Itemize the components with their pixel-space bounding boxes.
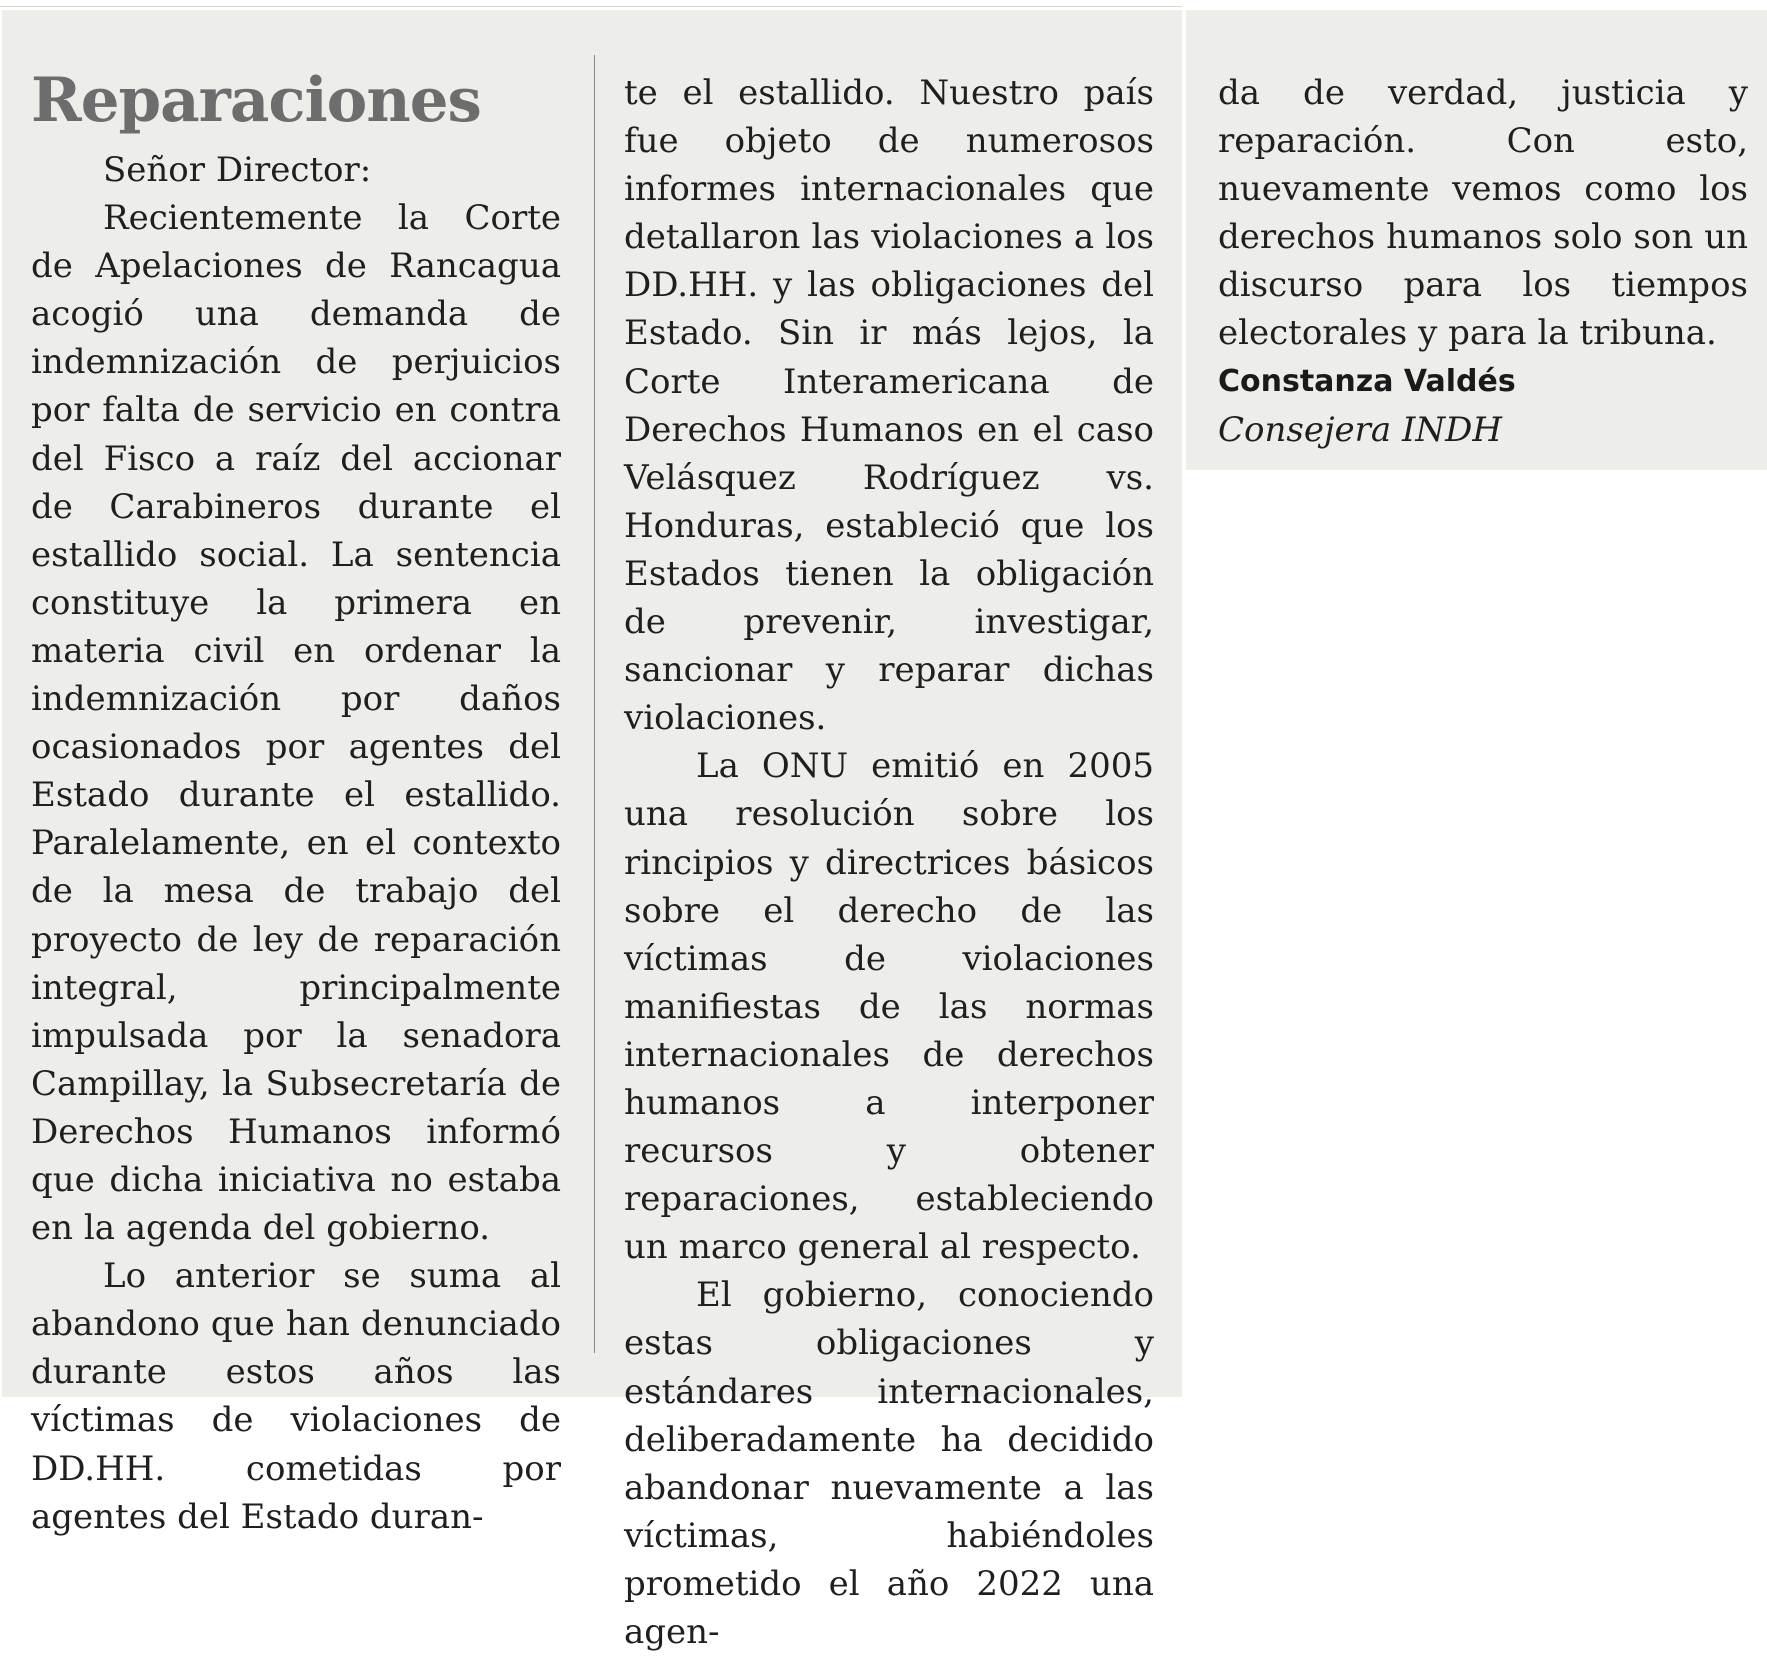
salutation: Señor Director: [103, 150, 372, 190]
paragraph-2: Lo anterior se suma al abandono que han denunciado durante estos años las víctimas de violaciones de DD.HH. cometidas por agentes del Estado duran- [31, 1256, 561, 1537]
column-divider [594, 55, 595, 1353]
paragraph-1: Recientemente la Corte de Apelaciones de Rancagua acogió una demanda de indemnización de perjuicios por falta de servicio en contra del Fisco a raíz del accionar de Carabineros durante el estallido social. La sentencia constituye la primera en materia civil en ordenar la indemnización por daños ocasionados por agentes del Estado durante el estallido. Paralelamente, en el contexto de la mesa de trabajo del proyecto de ley de reparación integral, principalmente impulsada por la senadora Campillay, la Subsecretaría de Derechos Humanos informó que dicha iniciativa no estaba en la agenda del gobierno. [31, 198, 561, 1249]
headline: Reparaciones [31, 65, 481, 136]
column-3 [1218, 69, 1748, 454]
column-2 [624, 69, 1154, 1656]
top-rule [0, 6, 1182, 7]
column-1 [31, 64, 561, 1541]
paragraph-3: La ONU emitió en 2005 una resolución sobre los rincipios y directrices básicos sobre el derecho de las víctimas de violaciones manifiestas de las normas internacionales de derechos humanos a interponer recursos y obtener reparaciones, estableciendo un marco general al respecto. [624, 746, 1154, 1268]
author-role: Consejera INDH [1218, 409, 1503, 450]
author-name: Constanza Valdés [1218, 363, 1516, 399]
paragraph-4-continued: da de verdad, justicia y reparación. Con esto, nuevamente vemos como los derechos humanos solo son un discurso para los tiempos electorales y para la tribuna. [1218, 73, 1748, 354]
paragraph-2-continued: te el estallido. Nuestro país fue objeto de numerosos informes internacionales que detallaron las violaciones a los DD.HH. y las obligaciones del Estado. Sin ir más lejos, la Corte Interamericana de Derechos Humanos en el caso Velásquez Rodríguez vs. Honduras, estableció que los Estados tienen la obligación de prevenir, investigar, sancionar y reparar dichas violaciones. [624, 73, 1154, 739]
paragraph-4: El gobierno, conociendo estas obligaciones y estándares internacionales, deliberadamente ha decidido abandonar nuevamente a las víctimas, habiéndoles prometido el año 2022 una agen- [624, 1275, 1154, 1652]
top-strip [0, 0, 1767, 7]
